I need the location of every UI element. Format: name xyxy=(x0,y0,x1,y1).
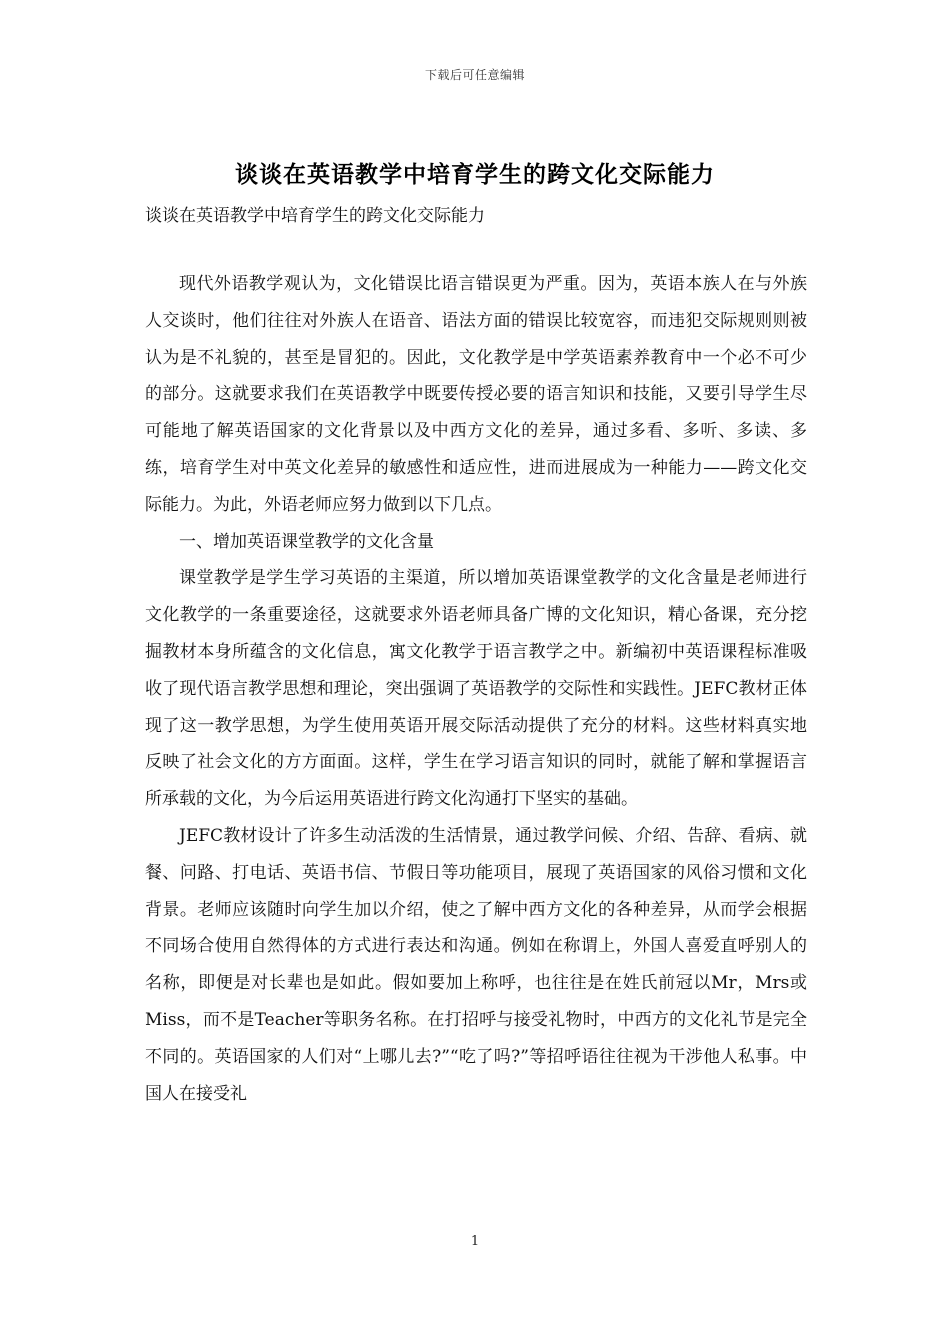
document-title: 谈谈在英语教学中培育学生的跨文化交际能力 xyxy=(235,161,715,188)
header-note: 下载后可任意编辑 xyxy=(424,68,525,82)
paragraph-classroom: 课堂教学是学生学习英语的主渠道，所以增加英语课堂教学的文化含量是老师进行文化教学的一条重要途径，这就要求外语老师具备广博的文化知识，精心备课，充分挖掘教材本身所蕴含的文化信息，寓文化教学于语言教学之中。新编初中英语课程标准吸收了现代语言教学思想和理论，突出强调了英语教学的交际性和实践性。JEFC教材正体现了这一教学思想，为学生使用英语开展交际活动提供了充分的材料。这些材料真实地反映了社会文化的方方面面。这样，学生在学习语言知识的同时，就能了解和掌握语言所承载的文化，为今后运用英语进行跨文化沟通打下坚实的基础。 xyxy=(145,568,807,810)
section-heading-1: 一、增加英语课堂教学的文化含量 xyxy=(179,531,434,552)
body-text xyxy=(145,266,807,1112)
page-number: 1 xyxy=(470,1234,480,1249)
document-subtitle: 谈谈在英语教学中培育学生的跨文化交际能力 xyxy=(145,206,485,226)
paragraph-intro: 现代外语教学观认为，文化错误比语言错误更为严重。因为，英语本族人在与外族人交谈时，他们往往对外族人在语音、语法方面的错误比较宽容，而违犯交际规则则被认为是不礼貌的，甚至是冒犯的。因此，文化教学是中学英语素养教育中一个必不可少的部分。这就要求我们在英语教学中既要传授必要的语言知识和技能，又要引导学生尽可能地了解英语国家的文化背景以及中西方文化的差异，通过多看、多听、多读、多练，培育学生对中英文化差异的敏感性和适应性，进而进展成为一种能力——跨文化交际能力。为此，外语老师应努力做到以下几点。 xyxy=(145,274,807,515)
paragraph-jefc: JEFC教材设计了许多生动活泼的生活情景，通过教学问候、介绍、告辞、看病、就餐、问路、打电话、英语书信、节假日等功能项目，展现了英语国家的风俗习惯和文化背景。老师应该随时向学生加以介绍，使之了解中西方文化的各种差异，从而学会根据不同场合使用自然得体的方式进行表达和沟通。例如在称谓上，外国人喜爱直呼别人的名称，即便是对长辈也是如此。假如要加上称呼，也往往是在姓氏前冠以Mr，Mrs或Miss，而不是Teacher等职务名称。在打招呼与接受礼物时，中西方的文化礼节是完全不同的。英语国家的人们对“上哪儿去?”“吃了吗?”等招呼语往往视为干涉他人私事。中国人在接受礼 xyxy=(145,825,807,1104)
